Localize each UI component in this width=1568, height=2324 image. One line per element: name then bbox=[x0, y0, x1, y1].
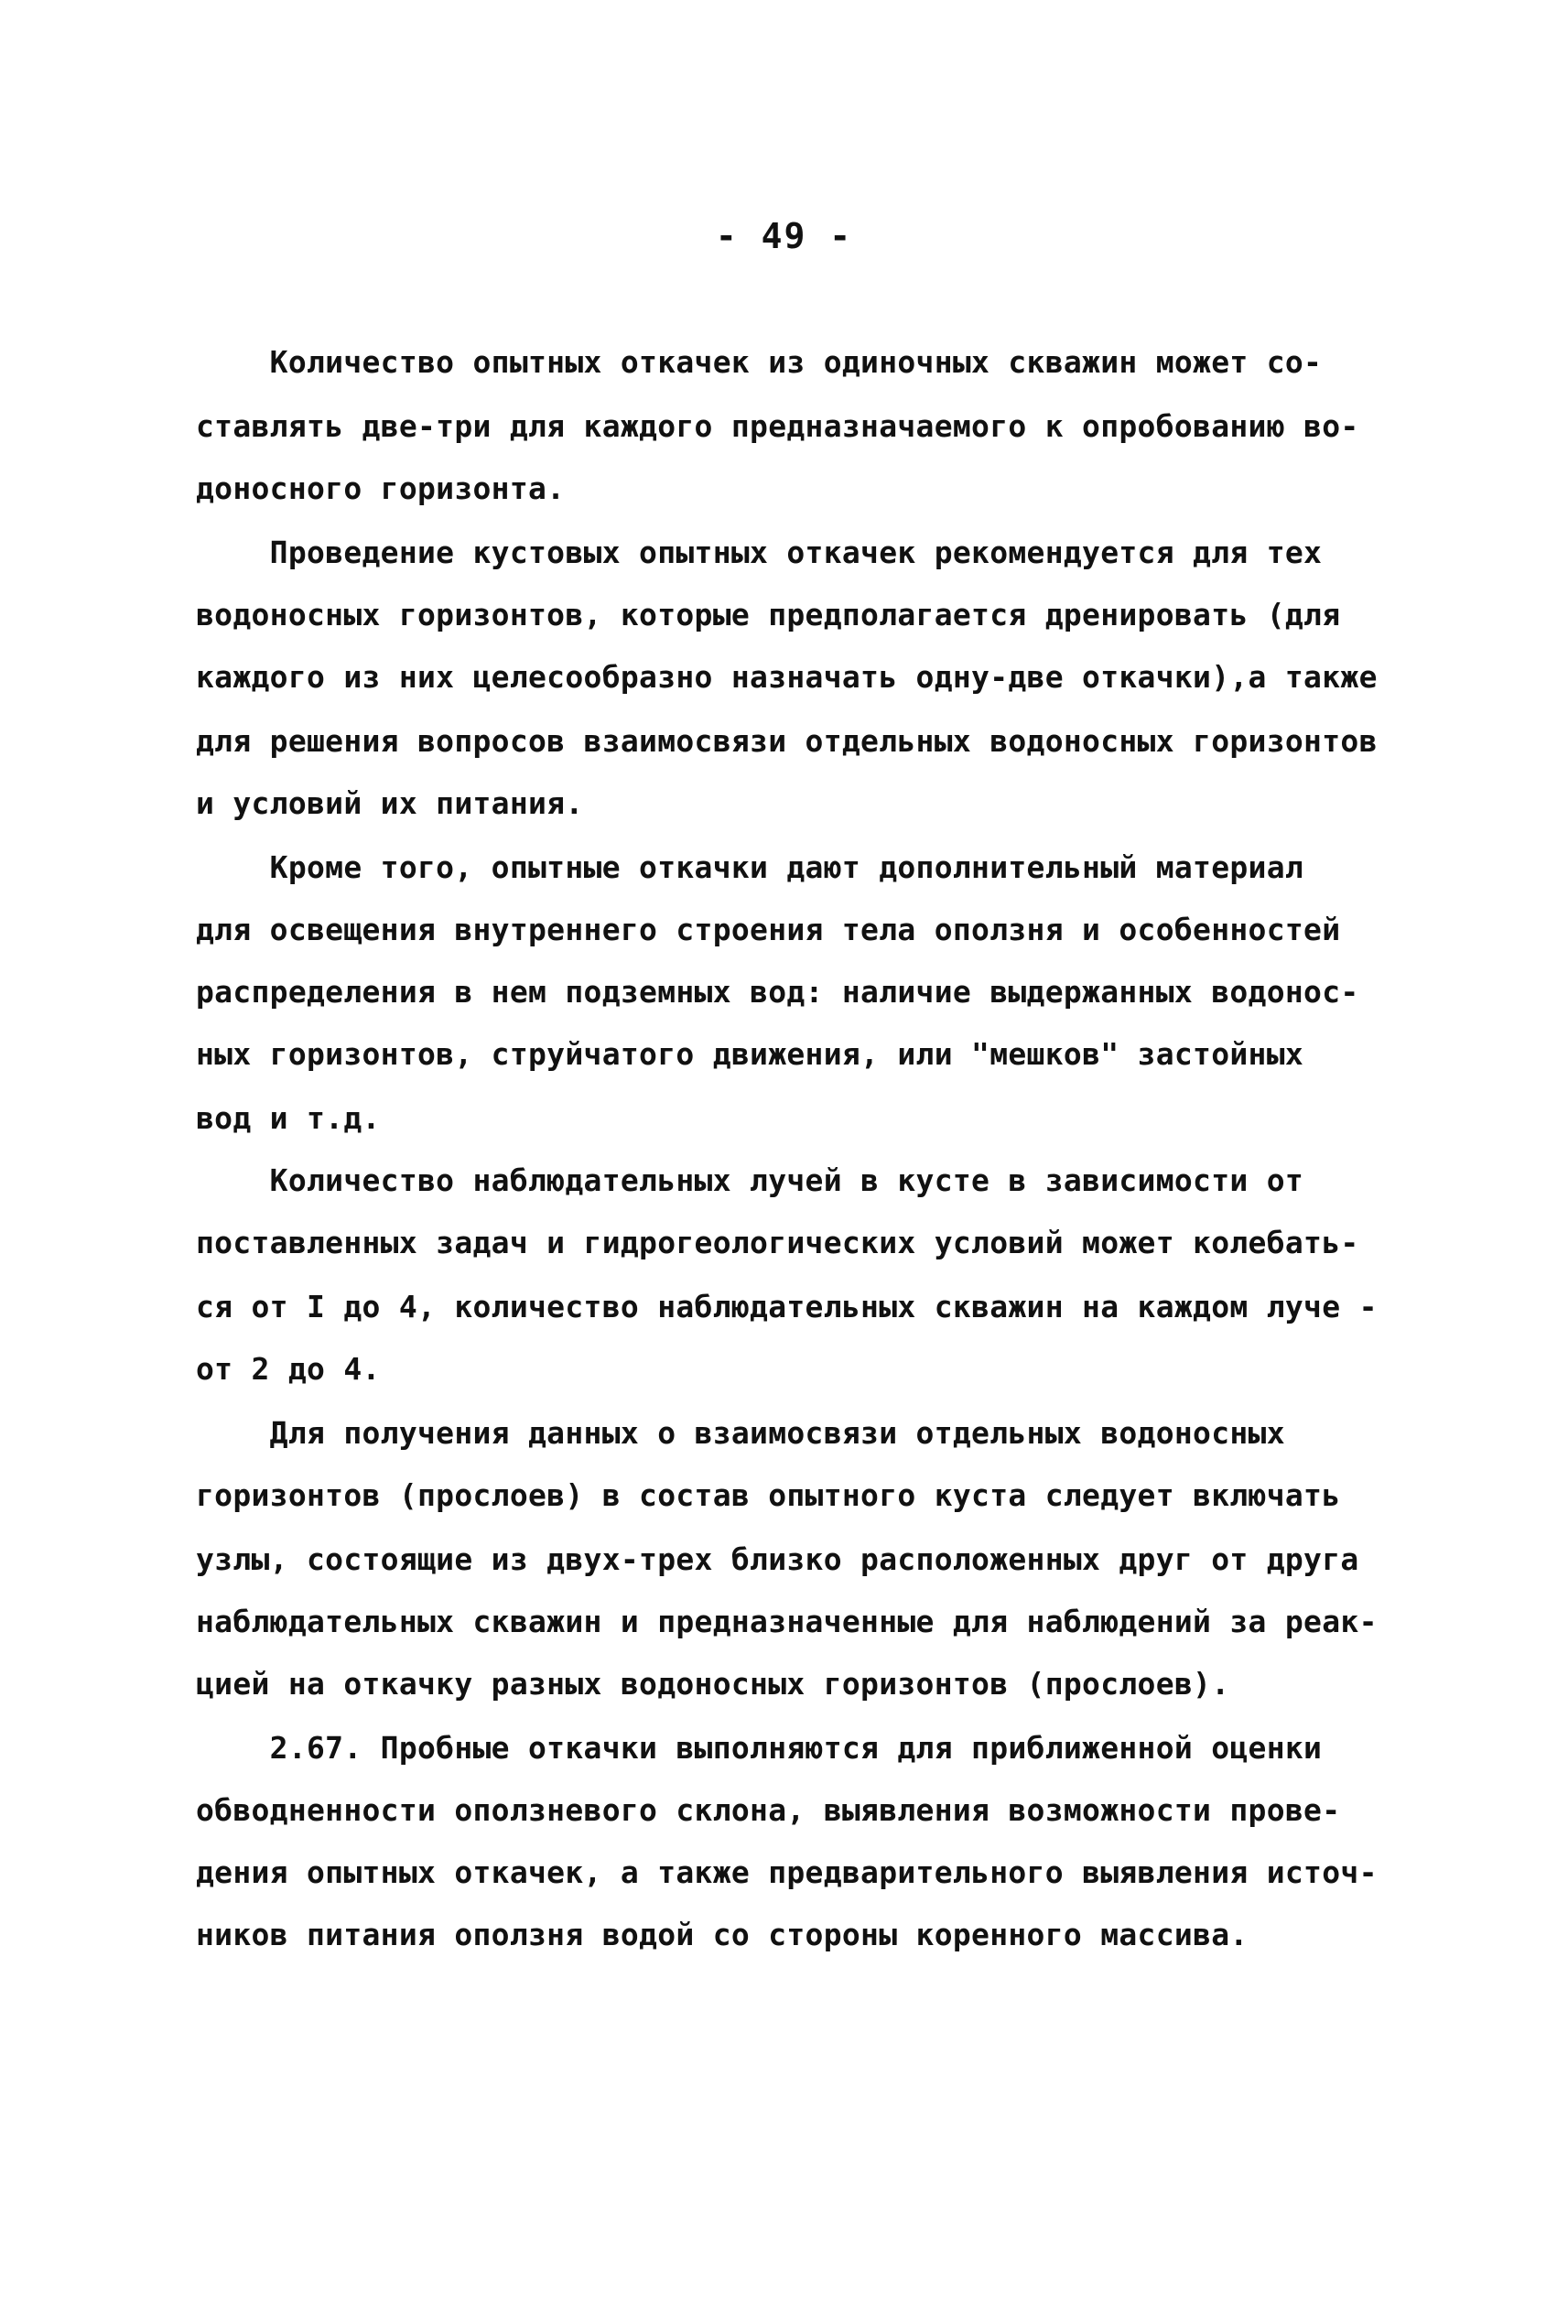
text-line: дения опытных откачек, а также предварительного выявления источ- bbox=[196, 1854, 1378, 1890]
text-line: ся от I до 4, количество наблюдательных скважин на каждом луче - bbox=[196, 1289, 1378, 1324]
text-line: доносного горизонта. bbox=[196, 470, 566, 506]
text-line: 2.67. Пробные откачки выполняются для приближенной оценки bbox=[196, 1730, 1323, 1766]
text-line: горизонтов (прослоев) в состав опытного куста следует включать bbox=[196, 1477, 1341, 1513]
text-line: Проведение кустовых опытных откачек рекомендуется для тех bbox=[196, 535, 1323, 570]
page-number: - 49 - bbox=[715, 216, 853, 256]
text-line: Количество опытных откачек из одиночных скважин может со- bbox=[196, 344, 1323, 380]
text-line: для освещения внутреннего строения тела оползня и особенностей bbox=[196, 912, 1341, 947]
text-line: обводненности оползневого склона, выявления возможности прове- bbox=[196, 1792, 1341, 1828]
text-line: Для получения данных о взаимосвязи отдельных водоносных bbox=[196, 1415, 1285, 1451]
text-line: Количество наблюдательных лучей в кусте в зависимости от bbox=[196, 1162, 1304, 1198]
text-line: каждого из них целесообразно назначать одну-две откачки),а также bbox=[196, 659, 1378, 695]
text-line: распределения в нем подземных вод: наличие выдержанных водонос- bbox=[196, 974, 1359, 1010]
text-line: для решения вопросов взаимосвязи отдельных водоносных горизонтов bbox=[196, 723, 1378, 759]
text-line: ставлять две-три для каждого предназначаемого к опробованию во- bbox=[196, 408, 1359, 444]
text-line: ных горизонтов, струйчатого движения, или "мешков" застойных bbox=[196, 1036, 1304, 1072]
text-line: ников питания оползня водой со стороны коренного массива. bbox=[196, 1917, 1249, 1952]
text-line: узлы, состоящие из двух-трех близко расположенных друг от друга bbox=[196, 1541, 1359, 1577]
text-line: вод и т.д. bbox=[196, 1100, 381, 1136]
text-line: цией на откачку разных водоносных горизонтов (прослоев). bbox=[196, 1666, 1230, 1702]
text-line: Кроме того, опытные откачки дают дополнительный материал bbox=[196, 849, 1304, 885]
text-line: и условий их питания. bbox=[196, 785, 584, 821]
text-line: наблюдательных скважин и предназначенные для наблюдений за реак- bbox=[196, 1604, 1378, 1639]
text-line: от 2 до 4. bbox=[196, 1351, 381, 1387]
text-line: поставленных задач и гидрогеологических условий может колебать- bbox=[196, 1225, 1359, 1260]
text-line: водоносных горизонтов, которые предполагается дренировать (для bbox=[196, 597, 1341, 632]
